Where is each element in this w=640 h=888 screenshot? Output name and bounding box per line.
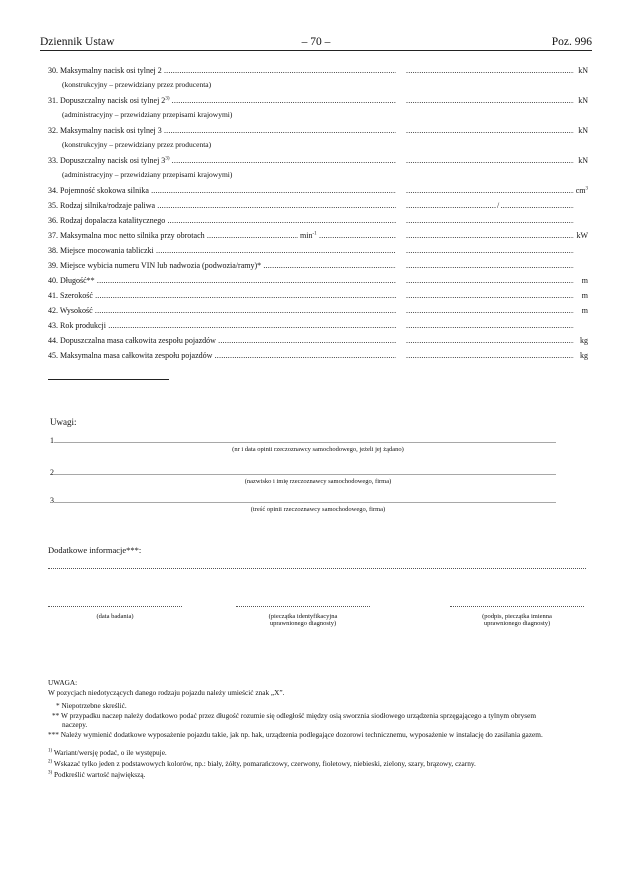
unit-label: kN <box>578 66 588 75</box>
value-field[interactable] <box>406 261 574 270</box>
value-field[interactable] <box>406 336 574 345</box>
unit-label: kN <box>578 126 588 135</box>
unit-label: kg <box>580 336 588 345</box>
form-row-42 <box>48 306 588 321</box>
value-field[interactable] <box>406 216 574 225</box>
value-field[interactable] <box>406 96 574 105</box>
footnote-3: $^{3)}$ Podkreślić wartość największą. <box>48 770 146 779</box>
row-sublabel: (konstrukcyjny – przewidziany przez producenta) <box>62 140 212 149</box>
value-field[interactable] <box>406 66 574 75</box>
row-sublabel: (administracyjny – przewidziany przepisami krajowymi) <box>62 170 233 179</box>
value-field[interactable] <box>406 321 574 330</box>
form-row-43 <box>48 321 588 336</box>
row-label: 44. Dopuszczalna masa całkowita zespołu pojazdów ..... <box>48 336 396 345</box>
row-label: 39. Miejsce wybicia numeru VIN lub nadwozia (podwozia/ramy)* ..... <box>48 261 396 270</box>
signature-caption: (data badania) <box>96 613 134 620</box>
form-row-31 <box>48 96 588 126</box>
remark-number: 1. <box>50 436 56 445</box>
row-label: 37. Maksymalna moc netto silnika przy obrotach ..... <box>48 231 396 240</box>
row-label: 43. Rok produkcji ..... <box>48 321 396 330</box>
unit-label: $cm^3$ <box>575 186 588 195</box>
unit-label: kg <box>580 351 588 360</box>
value-field[interactable] <box>406 156 574 165</box>
footnote-1: $^{1)}$ Wariant/wersję podać, o ile występuje. <box>48 748 167 757</box>
note-star-2: ** W przypadku naczep należy dodatkowo podać przez długość rozumie się odległość między osią sworznia siodłowego urządzenia sprzęgającego a tylnym obrysem <box>52 710 536 720</box>
page-number: – 70 – <box>301 36 331 48</box>
value-field[interactable] <box>406 246 574 255</box>
form-row-35 <box>48 201 588 216</box>
row-label: 42. Wysokość ..... <box>48 306 396 315</box>
value-field[interactable] <box>406 201 574 210</box>
unit-label: kN <box>578 96 588 105</box>
signature-caption: (pieczątka identyfikacyjna <box>268 613 338 620</box>
row-label: 33. Dopuszczalny nacisk osi tylnej 3$^{3)}$ ..... <box>48 156 396 165</box>
row-label: 30. Maksymalny nacisk osi tylnej 2 ..... <box>48 66 396 75</box>
form-row-33 <box>48 156 588 186</box>
form-row-37 <box>48 231 588 246</box>
notes-section <box>48 678 588 739</box>
row-label: 41. Szerokość ..... <box>48 291 396 300</box>
row-label: 32. Maksymalny nacisk osi tylnej 3 ..... <box>48 126 396 135</box>
signature-line <box>236 606 370 607</box>
signature-caption: (podpis, pieczątka imienna <box>482 613 552 620</box>
additional-info-label: Dodatkowe informacje***: <box>48 545 142 555</box>
form-row-38 <box>48 246 588 261</box>
form-row-30 <box>48 66 588 96</box>
note-star-2-cont: naczepy. <box>62 720 88 729</box>
notes-text: W pozycjach niedotyczących danego rodzaju pojazdu należy umieścić znak „X”. <box>48 687 285 697</box>
row-label: 36. Rodzaj dopalacza katalitycznego ..... <box>48 216 396 225</box>
form-row-40 <box>48 276 588 291</box>
form-row-34 <box>48 186 588 201</box>
value-field[interactable] <box>406 186 574 195</box>
remark-number: 2. <box>50 468 56 477</box>
additional-info-field[interactable] <box>48 568 586 569</box>
notes-title: UWAGA: <box>48 678 78 687</box>
note-star-1: * Niepotrzebne skreślić. <box>56 701 127 710</box>
unit-label: m <box>581 276 588 285</box>
signature-caption: uprawnionego diagnosty) <box>269 620 337 627</box>
footnote-separator <box>48 379 169 380</box>
unit-label: m <box>581 306 588 315</box>
unit-label: kN <box>578 156 588 165</box>
note-star-3: *** Należy wymienić dodatkowe wyposażenie pojazdu takie, jak np. hak, urządzenia podlegające dozorowi technicznemu, wyposażenie w instalację do zasilania gazem. <box>48 729 543 739</box>
form-row-36 <box>48 216 588 231</box>
rpm-unit: $\min^{-1}$ <box>300 231 317 240</box>
row-label: 31. Dopuszczalny nacisk osi tylnej 2$^{3)}$ ..... <box>48 96 396 105</box>
position-number: Poz. 996 <box>551 36 592 48</box>
row-label: 45. Maksymalna masa całkowita zespołu pojazdów ..... <box>48 351 396 360</box>
remark-number: 3. <box>50 496 56 505</box>
form-row-41 <box>48 291 588 306</box>
form-row-45 <box>48 351 588 366</box>
signature-caption: uprawnionego diagnosty) <box>483 620 551 627</box>
form-row-44 <box>48 336 588 351</box>
page-header <box>40 36 592 51</box>
remark-caption: (treść opinii rzeczoznawcy samochodowego, firma) <box>250 506 386 513</box>
remark-line-3[interactable] <box>50 496 586 505</box>
date-signature-block[interactable] <box>48 606 182 620</box>
stamp-signature-block[interactable] <box>236 606 370 627</box>
row-label: 40. Długość** ..... <box>48 276 396 285</box>
row-sublabel: (administracyjny – przewidziany przepisami krajowymi) <box>62 110 233 119</box>
remark-caption: (nr i data opinii rzeczoznawcy samochodowego, jeżeli jej żądano) <box>232 446 404 453</box>
signature-line <box>48 606 182 607</box>
form-row-32 <box>48 126 588 156</box>
diagnostician-signature-block[interactable] <box>450 606 584 627</box>
row-label: 34. Pojemność skokowa silnika ..... <box>48 186 396 195</box>
row-label: 38. Miejsce mocowania tabliczki ..... <box>48 246 396 255</box>
row-sublabel: (konstrukcyjny – przewidziany przez producenta) <box>62 80 212 89</box>
row-label: 35. Rodzaj silnika/rodzaje paliwa ..... <box>48 201 396 210</box>
remark-line-2[interactable] <box>50 468 586 477</box>
value-field[interactable] <box>406 276 574 285</box>
journal-name: Dziennik Ustaw <box>40 36 115 48</box>
value-field[interactable] <box>406 126 574 135</box>
remark-caption: (nazwisko i imię rzeczoznawcy samochodowego, firma) <box>244 478 392 485</box>
value-field[interactable] <box>406 291 574 300</box>
unit-label: m <box>581 291 588 300</box>
value-field[interactable] <box>406 231 574 240</box>
remarks-title: Uwagi: <box>50 417 77 427</box>
value-field[interactable] <box>406 306 574 315</box>
signature-line <box>450 606 584 607</box>
fuel-separator: / <box>497 201 500 210</box>
unit-label: kW <box>576 231 588 240</box>
footnote-2: $^{2)}$ Wskazać tylko jeden z podstawowych kolorów, np.: biały, żółty, pomarańczowy, czerwony, fioletowy, niebieski, zielony, szary, brązowy, czarny. <box>48 759 476 768</box>
remark-line-1[interactable] <box>50 436 586 445</box>
vehicle-data-form <box>48 66 588 366</box>
value-field[interactable] <box>406 351 574 360</box>
form-row-39 <box>48 261 588 276</box>
